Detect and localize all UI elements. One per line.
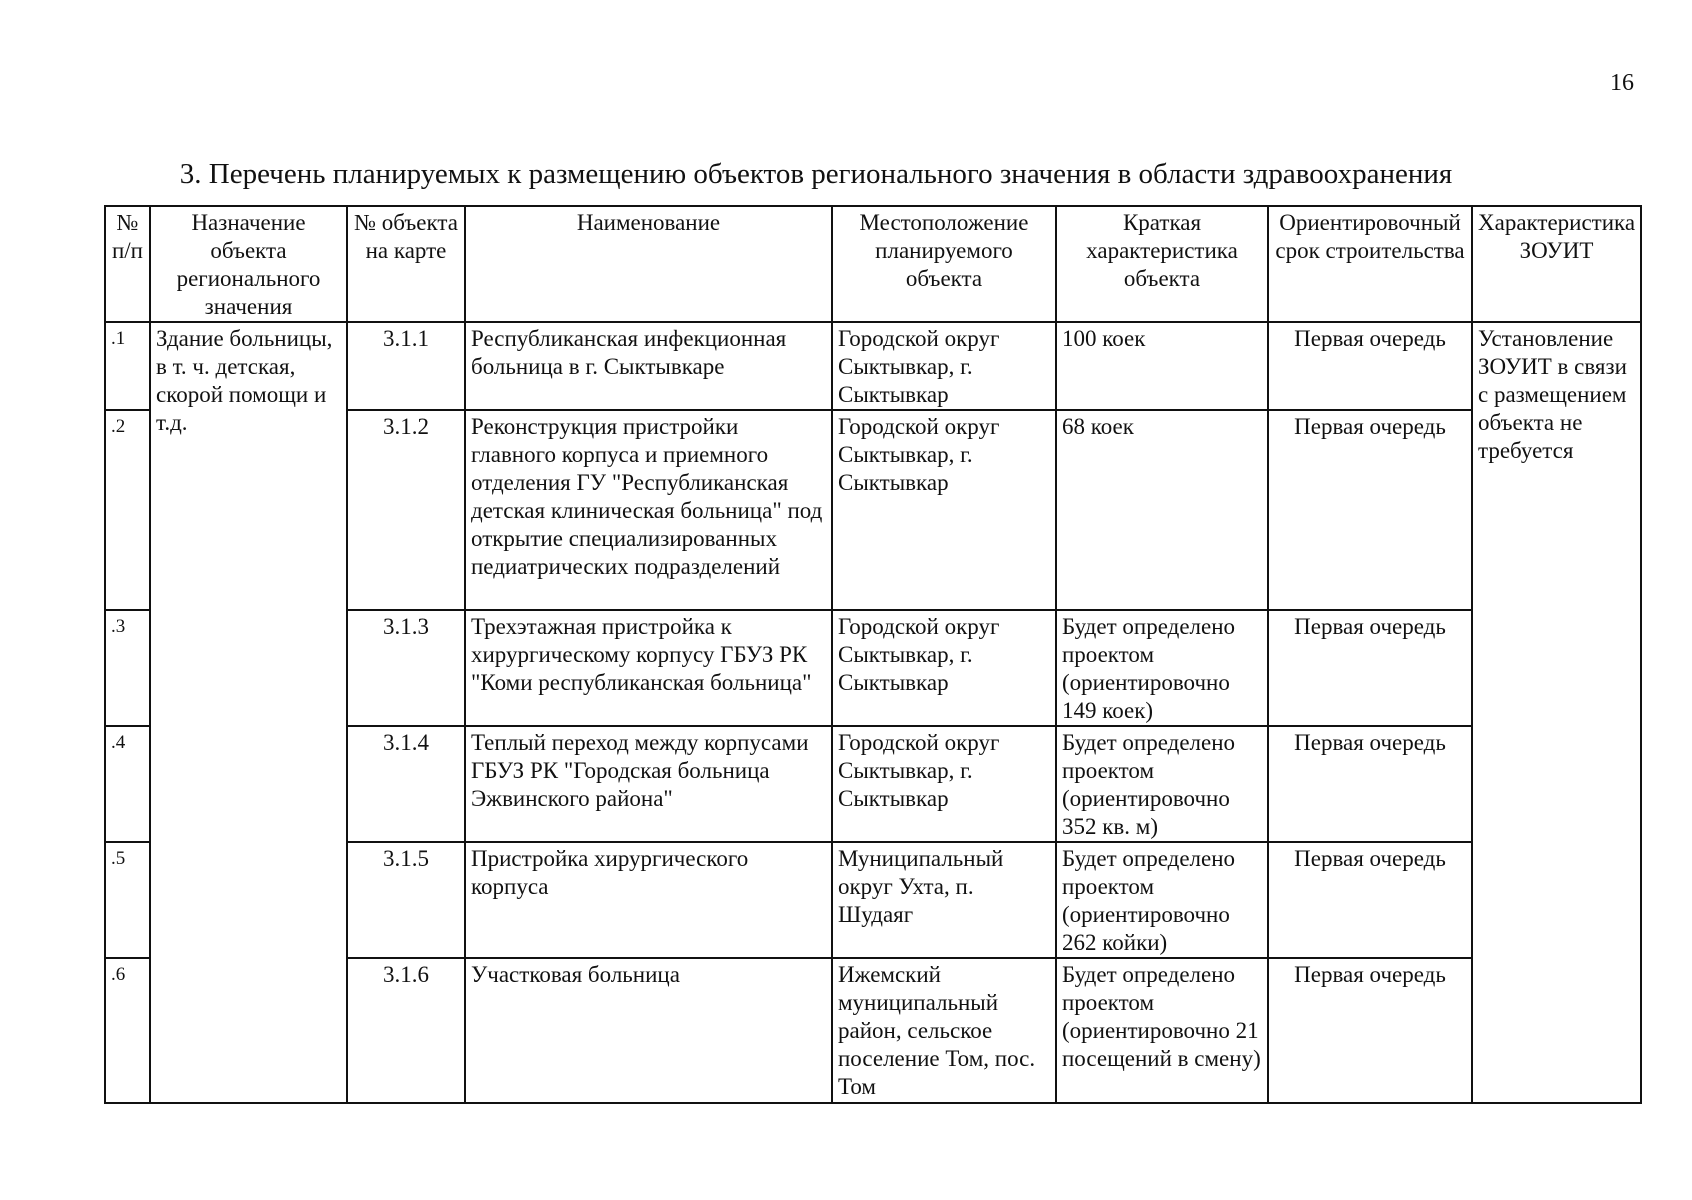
name-cell: Участковая больница [465, 958, 832, 1103]
construction-term-cell: Первая очередь [1268, 958, 1472, 1103]
row-number: .4 [105, 726, 150, 842]
table-header-row [105, 206, 1641, 322]
zouit-cell: Установление ЗОУИТ в связи с размещением объекта не требуется [1472, 322, 1641, 1103]
location-cell: Городской округ Сыктывкар, г. Сыктывкар [832, 610, 1056, 726]
page-number: 16 [1610, 70, 1634, 96]
table-row [105, 322, 1641, 410]
construction-term-cell: Первая очередь [1268, 410, 1472, 610]
purpose-cell: Здание больницы, в т. ч. детская, скорой помощи и т.д. [150, 322, 347, 1103]
characteristic-cell: 100 коек [1056, 322, 1268, 410]
characteristic-cell: Будет определено проектом (ориентировочно 352 кв. м) [1056, 726, 1268, 842]
location-cell: Городской округ Сыктывкар, г. Сыктывкар [832, 726, 1056, 842]
characteristic-cell: Будет определено проектом (ориентировочно 21 посещений в смену) [1056, 958, 1268, 1103]
name-cell: Реконструкция пристройки главного корпуса и приемного отделения ГУ "Республиканская детская клиническая больница" под открытие специализированных педиатрических подразделений [465, 410, 832, 610]
map-number-cell: 3.1.1 [347, 322, 465, 410]
characteristic-cell: Будет определено проектом (ориентировочно 149 коек) [1056, 610, 1268, 726]
location-cell: Городской округ Сыктывкар, г. Сыктывкар [832, 410, 1056, 610]
row-number: .2 [105, 410, 150, 610]
construction-term-cell: Первая очередь [1268, 842, 1472, 958]
characteristic-cell: Будет определено проектом (ориентировочно 262 койки) [1056, 842, 1268, 958]
characteristic-cell: 68 коек [1056, 410, 1268, 610]
name-cell: Республиканская инфекционная больница в г. Сыктывкаре [465, 322, 832, 410]
location-cell: Городской округ Сыктывкар, г. Сыктывкар [832, 322, 1056, 410]
healthcare-objects-table [104, 205, 1642, 1104]
name-cell: Трехэтажная пристройка к хирургическому корпусу ГБУЗ РК "Коми республиканская больница" [465, 610, 832, 726]
row-number: .6 [105, 958, 150, 1103]
name-cell: Пристройка хирургического корпуса [465, 842, 832, 958]
header-location: Местоположение планируемого объекта [832, 206, 1056, 322]
map-number-cell: 3.1.2 [347, 410, 465, 610]
header-name: Наименование [465, 206, 832, 322]
row-number: .5 [105, 842, 150, 958]
location-cell: Ижемский муниципальный район, сельское поселение Том, пос. Том [832, 958, 1056, 1103]
row-number: .1 [105, 322, 150, 410]
header-map-number: № объекта на карте [347, 206, 465, 322]
construction-term-cell: Первая очередь [1268, 322, 1472, 410]
name-cell: Теплый переход между корпусами ГБУЗ РК "Городская больница Эжвинского района" [465, 726, 832, 842]
header-zouit: Характеристика ЗОУИТ [1472, 206, 1641, 322]
header-construction-term: Ориентировочный срок строительства [1268, 206, 1472, 322]
construction-term-cell: Первая очередь [1268, 726, 1472, 842]
map-number-cell: 3.1.5 [347, 842, 465, 958]
row-number: .3 [105, 610, 150, 726]
map-number-cell: 3.1.6 [347, 958, 465, 1103]
document-title: 3. Перечень планируемых к размещению объектов регионального значения в области здравоохранения [179, 158, 1453, 190]
header-characteristic: Краткая характеристика объекта [1056, 206, 1268, 322]
header-purpose: Назначение объекта регионального значения [150, 206, 347, 322]
construction-term-cell: Первая очередь [1268, 610, 1472, 726]
location-cell: Муниципальный округ Ухта, п. Шудаяг [832, 842, 1056, 958]
header-row-number: № п/п [105, 206, 150, 322]
map-number-cell: 3.1.3 [347, 610, 465, 726]
map-number-cell: 3.1.4 [347, 726, 465, 842]
